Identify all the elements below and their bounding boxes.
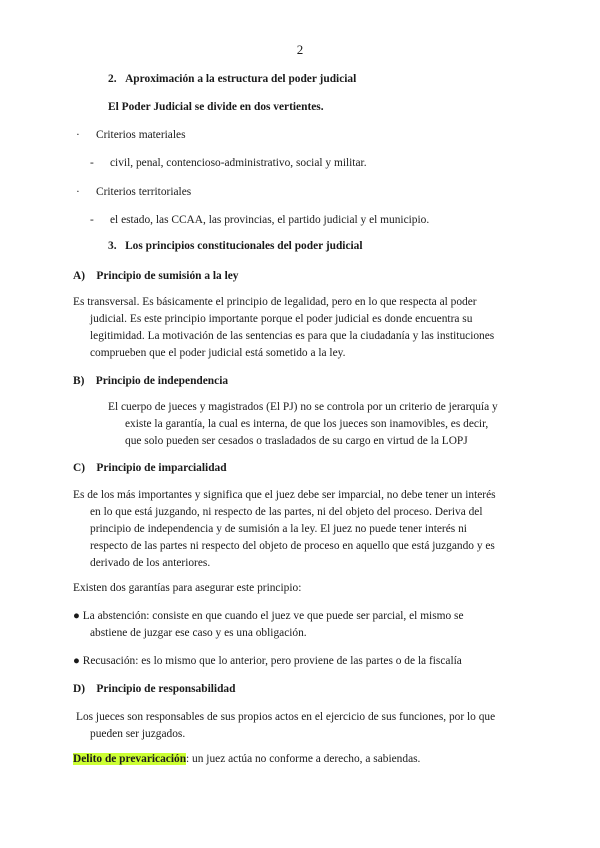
section-2-subheading: El Poder Judicial se divide en dos vertientes.	[108, 101, 324, 113]
guarantee-abstencion-cont: abstiene de juzgar ese caso y es una obligación.	[90, 627, 307, 639]
guarantees-intro: Existen dos garantías para asegurar este principio:	[73, 582, 302, 594]
criteria-territoriales-label: Criterios territoriales	[96, 186, 192, 198]
principle-c-title: C) Principio de imparcialidad	[73, 462, 227, 474]
dash: -	[90, 214, 94, 226]
principle-b-line: que solo pueden ser cesados o trasladados de su cargo en virtud de la LOPJ	[125, 435, 468, 447]
principle-b-title: B) Principio de independencia	[73, 375, 229, 387]
principle-c-line: Es de los más importantes y significa que el juez debe ser imparcial, no debe tener un interés	[73, 489, 496, 501]
guarantee-recusacion: ● Recusación: es lo mismo que lo anterior, pero proviene de las partes o de la fiscalía	[73, 655, 462, 667]
principle-a-line: Es transversal. Es básicamente el principio de legalidad, pero en lo que respecta al poder	[73, 296, 477, 308]
prevaricacion-term: Delito de prevaricación	[73, 753, 187, 765]
prevaricacion-definition: : un juez actúa no conforme a derecho, a sabiendas.	[186, 753, 421, 765]
principle-a-line: legitimidad. La motivación de las sentencias es para que la ciudadanía y las instituciones	[90, 330, 495, 342]
prevaricacion-line	[73, 753, 420, 765]
principle-c-line: principio de independencia y de sumisión a la ley. El juez no puede tener interés ni	[90, 523, 467, 535]
principle-c-line: derivado de los anteriores.	[90, 557, 211, 569]
principle-d-line: Los jueces son responsables de sus propios actos en el ejercicio de sus funciones, por lo que	[76, 711, 496, 723]
section-3-heading: 3. Los principios constitucionales del poder judicial	[108, 240, 363, 252]
criteria-territoriales-detail: el estado, las CCAA, las provincias, el partido judicial y el municipio.	[110, 214, 430, 226]
principle-b-line: El cuerpo de jueces y magistrados (El PJ) no se controla por un criterio de jerarquía y	[108, 401, 498, 413]
guarantee-abstencion: ● La abstención: consiste en que cuando el juez ve que puede ser parcial, el mismo se	[73, 610, 464, 622]
section-2-heading: 2. Aproximación a la estructura del poder judicial	[108, 73, 357, 85]
principle-b-line: existe la garantía, la cual es interna, de que los jueces son inamovibles, es decir,	[125, 418, 489, 430]
bullet: ·	[76, 129, 80, 141]
principle-a-line: comprueben que el poder judicial está sometido a la ley.	[90, 347, 346, 359]
principle-d-title: D) Principio de responsabilidad	[73, 683, 236, 695]
principle-a-title: A) Principio de sumisión a la ley	[73, 270, 239, 282]
principle-c-line: en lo que está juzgando, ni respecto de las partes, ni del objeto del proceso. Deriva del	[90, 506, 483, 518]
dash: -	[90, 157, 94, 169]
criteria-materiales-detail: civil, penal, contencioso-administrativo, social y militar.	[110, 157, 367, 169]
page-number: 2	[296, 42, 304, 57]
principle-a-line: judicial. Es este principio importante porque el poder judicial es donde encuentra su	[90, 313, 473, 325]
bullet: ·	[76, 186, 80, 198]
criteria-materiales-label: Criterios materiales	[96, 129, 186, 141]
principle-c-line: respecto de las partes ni respecto del objeto de proceso en aquello que está juzgando y es	[90, 540, 495, 552]
principle-d-line: pueden ser juzgados.	[90, 728, 186, 740]
